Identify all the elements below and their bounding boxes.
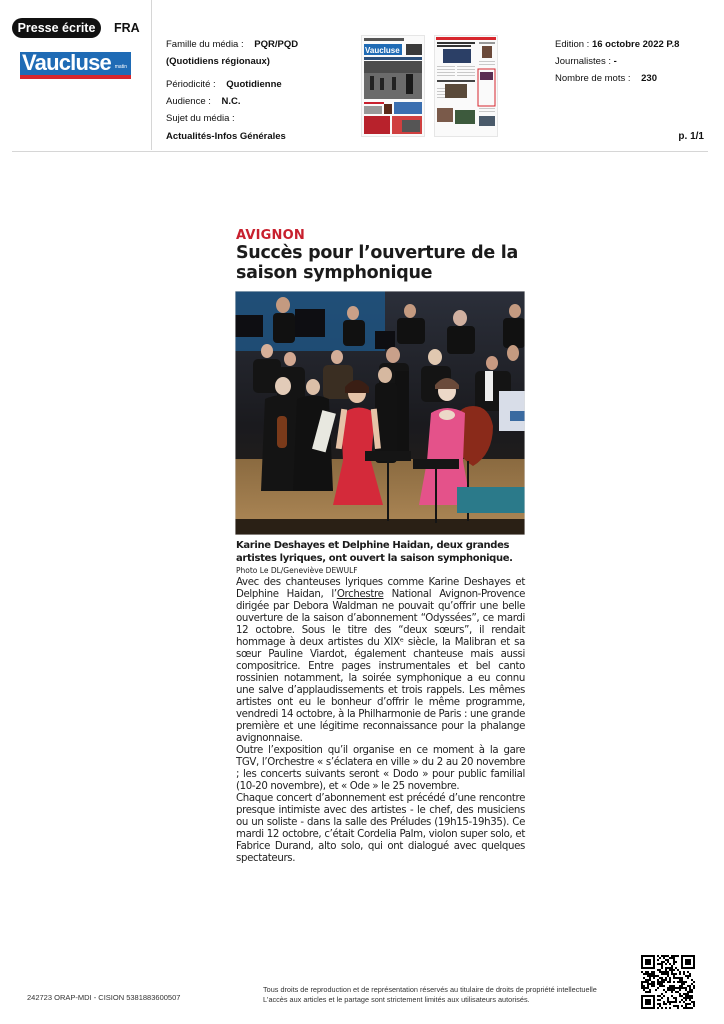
qr-code-icon[interactable] xyxy=(641,955,695,1009)
logo-suffix: matin xyxy=(114,64,127,70)
media-family-detail xyxy=(166,55,270,68)
header-vertical-divider xyxy=(151,0,152,150)
article-kicker: AVIGNON xyxy=(236,228,305,243)
media-family-label: Famille du média : xyxy=(166,39,244,50)
orchestre-link[interactable]: Orchestre xyxy=(336,589,384,600)
audience-value: N.C. xyxy=(221,96,241,107)
media-family xyxy=(166,38,298,51)
article-page-thumbnail-image xyxy=(435,36,497,136)
article-paragraph: Outre l’exposition qu’il organise en ce moment à la gare TGV, l’Orchestre « s’éclatera en ville » du 2 au 20 novembre ; les concerts suivants seront « Dodo » pour public familial (10-20 novembre), et « Ode » le 25 novembre. xyxy=(236,745,525,792)
footer-rights xyxy=(263,985,633,1005)
word-count-value: 230 xyxy=(641,73,657,84)
periodicity-value: Quotidienne xyxy=(226,79,282,90)
press-type-badge: Presse écrite xyxy=(12,18,101,38)
article-headline: Succès pour l’ouverture de la saison symphonique xyxy=(236,243,518,283)
edition-value: 16 octobre 2022 P.8 xyxy=(591,39,680,50)
qr-code-graphic xyxy=(641,955,695,1009)
front-page-thumbnail[interactable] xyxy=(361,35,425,137)
article-paragraph xyxy=(236,577,525,745)
logo-red-bar xyxy=(20,75,131,79)
paragraph-text: Avec des chanteuses lyriques comme Karine Deshayes et Delphine Haidan, l’ xyxy=(236,577,525,600)
paragraph-text: National Avignon-Provence dirigée par Debora Waldman ne pouvait qu’offrir une belle ouverture de la saison d’abonnement “Odyssées”, ce mardi 12 octobre. Sous le titre des “deux sœurs”, il rendait hommage à deux artistes du XIXᵉ siècle, la Malibran et sa sœur Pauline Viardot, également chanteuse mais aussi compositrice. Entre pages instrumentales et bel canto rossinien notamment, la soirée symphonique a eu connu une salve d’applaudissements et trois rappels. Les mêmes artistes ont eu le bonheur d’offrir le même programme, vendredi 14 octobre, à la Philharmonie de Paris : une grande première et une légitime reconnaissance pour la phalange avignonnaise. xyxy=(236,589,525,744)
header-horizontal-divider xyxy=(12,151,708,152)
edition xyxy=(555,38,679,51)
photo-caption xyxy=(236,540,528,578)
article-body xyxy=(236,577,525,865)
audience-label: Audience : xyxy=(166,96,211,107)
journalists xyxy=(555,55,617,68)
caption-text: Karine Deshayes et Delphine Haidan, deux grandes artistes lyriques, ont ouvert la saison symphonique. xyxy=(236,540,513,564)
thumbnail-wordmark: Vaucluse xyxy=(365,46,400,55)
photo-credit: Photo Le DL/Geneviève DEWULF xyxy=(236,566,358,575)
word-count xyxy=(555,72,657,85)
media-subject-label: Sujet du média : xyxy=(166,113,235,124)
concert-photo-illustration xyxy=(235,291,525,535)
footer-reference: 242723 ORAP-MDI - CISION 5381883600507 xyxy=(27,993,181,1002)
edition-label: Edition : xyxy=(555,39,590,50)
periodicity xyxy=(166,78,282,91)
media-subject-value-row xyxy=(166,130,286,143)
periodicity-label: Périodicité : xyxy=(166,79,216,90)
country-code: FRA xyxy=(114,21,140,35)
word-count-label: Nombre de mots : xyxy=(555,73,631,84)
audience xyxy=(166,95,241,108)
article-page-thumbnail[interactable] xyxy=(434,35,498,137)
rights-line-2: L'accès aux articles et le partage sont strictement limités aux utilisateurs autorisés. xyxy=(263,995,530,1004)
logo-wordmark: Vaucluse xyxy=(22,50,111,75)
media-logo xyxy=(20,52,131,79)
media-subject-value: Actualités-Infos Générales xyxy=(166,131,286,142)
rights-line-1: Tous droits de reproduction et de représentation réservés au titulaire de droits de propriété intellectuelle xyxy=(263,985,597,994)
page-number: p. 1/1 xyxy=(678,131,704,142)
media-family-detail-value: (Quotidiens régionaux) xyxy=(166,56,270,67)
media-subject xyxy=(166,112,235,125)
journalists-value: - xyxy=(613,56,617,67)
journalists-label: Journalistes : xyxy=(555,56,611,67)
media-family-value: PQR/PQD xyxy=(254,39,299,50)
article-photo xyxy=(235,291,525,535)
front-page-thumbnail-image xyxy=(362,36,424,136)
article-paragraph: Chaque concert d’abonnement est précédé d’une rencontre presque intimiste avec des artistes - le chef, des musiciens ou un soliste - dans la salle des Préludes (19h15-19h35). Ce mardi 12 octobre, c’était Cordelia Palm, violon super solo, et Fabrice Durand, alto solo, qui ont dialogué avec quelques spectateurs. xyxy=(236,793,525,864)
